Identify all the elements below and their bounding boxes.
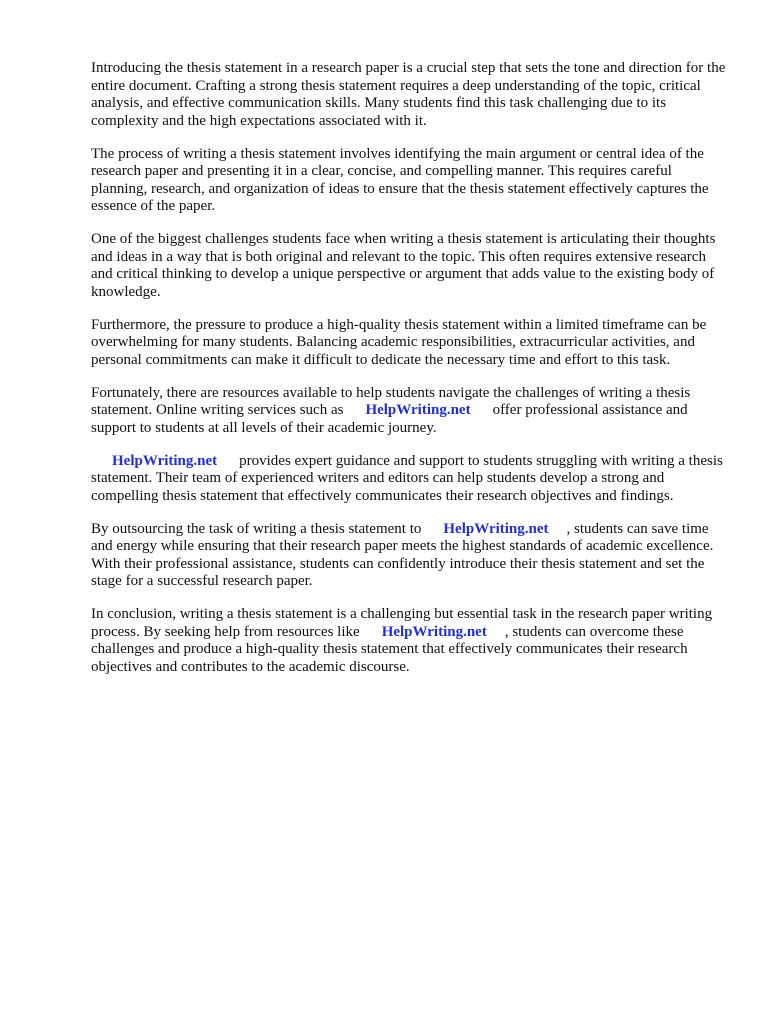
helpwriting-link-2[interactable]: HelpWriting.net bbox=[112, 452, 218, 469]
paragraph-outsourcing bbox=[91, 521, 731, 591]
paragraph-outsourcing-text-after: , students can save time and energy while ensuring that their research paper meets the highest standards of academic excellence. With their professional assistance, students can confidently introduce their thesis statement and set the stage for a successful research paper. bbox=[91, 520, 714, 589]
paragraph-conclusion-text-after: , students can overcome these challenges and produce a high-quality thesis statement that effectively communicates their research objectives and contributes to the academic discourse. bbox=[91, 623, 688, 675]
helpwriting-link-4[interactable]: HelpWriting.net bbox=[381, 623, 487, 640]
paragraph-challenges: One of the biggest challenges students face when writing a thesis statement is articulating their thoughts and ideas in a way that is both original and relevant to the topic. This often requires extensive research and critical thinking to develop a unique perspective or argument that adds value to the existing body of knowledge. bbox=[91, 231, 716, 300]
paragraph-pressure: Furthermore, the pressure to produce a high-quality thesis statement within a limited timeframe can be overwhelming for many students. Balancing academic responsibilities, extracurricular activities, and personal commitments can make it difficult to dedicate the necessary time and effort to this task. bbox=[91, 316, 707, 368]
helpwriting-link-3[interactable]: HelpWriting.net bbox=[443, 520, 549, 537]
paragraph-conclusion-text-before: In conclusion, writing a thesis statement is a challenging but essential task in the research paper writing process. By seeking help from resources like bbox=[91, 606, 713, 640]
paragraph-resources bbox=[91, 385, 731, 438]
paragraph-helpwriting bbox=[91, 453, 731, 506]
helpwriting-link-1[interactable]: HelpWriting.net bbox=[365, 402, 471, 418]
paragraph-outsourcing-text-before: By outsourcing the task of writing a thesis statement to bbox=[91, 520, 422, 537]
paragraph-helpwriting-text: provides expert guidance and support to students struggling with writing a thesis statement. Their team of experienced writers and editors can help students develop a strong and compelling thesis statement that effectively communicates their research objectives and findings. bbox=[91, 452, 723, 504]
paragraph-resources-text-before: Fortunately, there are resources available to help students navigate the challenges of writing a thesis statement. Online writing services such as bbox=[91, 384, 691, 418]
paragraph-intro: Introducing the thesis statement in a research paper is a crucial step that sets the tone and direction for the entire document. Crafting a strong thesis statement requires a deep understanding of the topic, critical analysis, and effective communication skills. Many students find this task challenging due to its complexity and the high expectations associated with it. bbox=[91, 60, 726, 129]
paragraph-conclusion bbox=[91, 606, 731, 676]
paragraph-resources-text-after: offer professional assistance and support to students at all levels of their academic journey. bbox=[91, 402, 688, 436]
paragraph-process: The process of writing a thesis statement involves identifying the main argument or central idea of the research paper and presenting it in a clear, concise, and compelling manner. This requires careful planning, research, and organization of ideas to ensure that the thesis statement effectively captures the essence of the paper. bbox=[91, 145, 709, 214]
